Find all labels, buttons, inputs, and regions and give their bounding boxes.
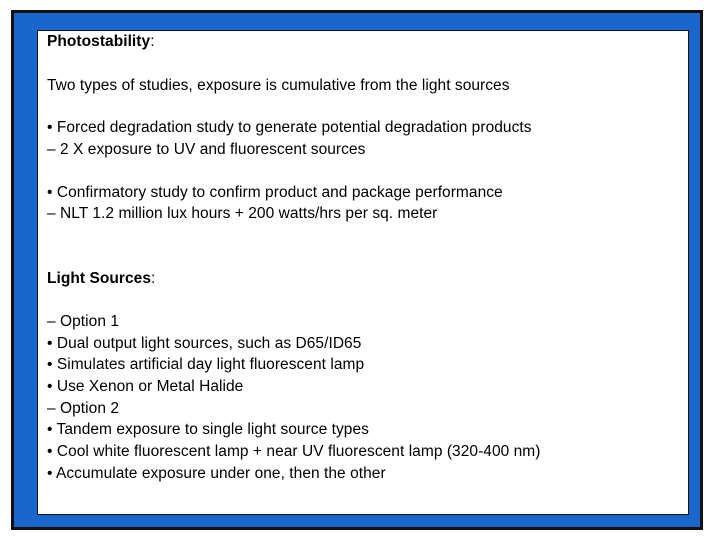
- light-sources-line: • Tandem exposure to single light source types: [47, 421, 369, 439]
- forced-degradation-detail: – 2 X exposure to UV and fluorescent sources: [47, 141, 366, 159]
- light-sources-line: • Dual output light sources, such as D65/ID65: [47, 334, 362, 352]
- photostability-heading: Photostability: [47, 33, 151, 50]
- confirmatory-study-bullet: • Confirmatory study to confirm product and package performance: [47, 183, 503, 201]
- light-sources-line: • Use Xenon or Metal Halide: [47, 377, 244, 395]
- forced-degradation-bullet: • Forced degradation study to generate potential degradation products: [47, 119, 532, 137]
- light-sources-heading-colon: :: [151, 270, 156, 288]
- content-panel: [37, 30, 689, 515]
- light-sources-line: • Simulates artificial day light fluorescent lamp: [47, 356, 365, 374]
- light-sources-line: • Cool white fluorescent lamp + near UV fluorescent lamp (320-400 nm): [47, 442, 541, 460]
- light-sources-heading-line: [47, 268, 677, 290]
- light-sources-line: – Option 2: [47, 399, 120, 417]
- light-sources-line: – Option 1: [47, 312, 120, 330]
- confirmatory-study-detail: – NLT 1.2 million lux hours + 200 watts/hrs per sq. meter: [47, 205, 438, 223]
- slide-text-body: [47, 31, 677, 484]
- photostability-heading-line: [47, 31, 677, 53]
- light-sources-heading: Light Sources: [47, 270, 151, 288]
- photostability-intro: Two types of studies, exposure is cumulative from the light sources: [47, 76, 510, 94]
- slide-frame: [11, 10, 703, 530]
- light-sources-line: • Accumulate exposure under one, then the other: [47, 464, 386, 482]
- photostability-heading-colon: :: [150, 33, 155, 50]
